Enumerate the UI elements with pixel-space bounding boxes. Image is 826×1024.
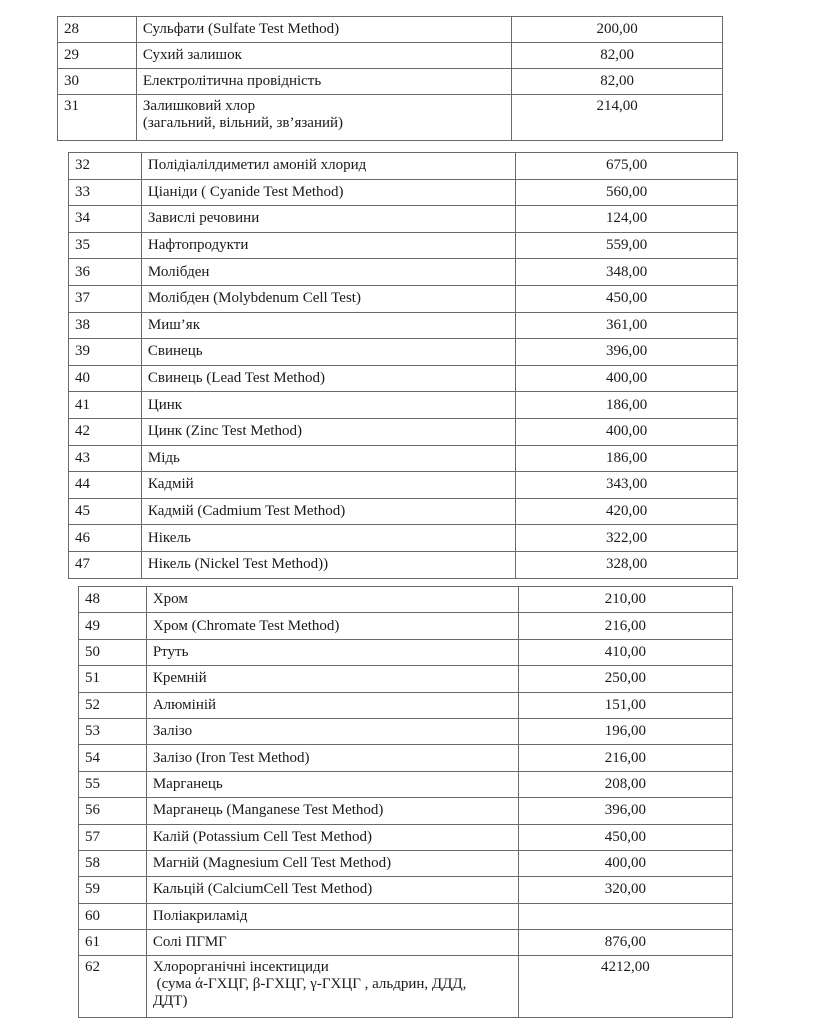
table-row [79, 666, 733, 692]
price-value: 196,00 [518, 718, 732, 744]
price-value: 361,00 [516, 312, 738, 339]
indicator-name-detail: ДДТ) [152, 993, 188, 1010]
row-number: 38 [69, 312, 142, 339]
row-number: 32 [69, 153, 142, 180]
table-row [79, 903, 733, 929]
indicator-name: Нікель [141, 525, 515, 552]
row-number: 51 [79, 666, 147, 692]
indicator-name: Солі ПГМГ [146, 930, 518, 956]
row-number: 30 [58, 69, 137, 95]
price-value: 320,00 [518, 877, 732, 903]
row-number: 60 [79, 903, 147, 929]
price-value: 214,00 [512, 95, 723, 141]
table-row [79, 613, 733, 639]
table-row [79, 956, 733, 1018]
price-value: 420,00 [516, 498, 738, 525]
price-value: 410,00 [518, 639, 732, 665]
row-number: 33 [69, 179, 142, 206]
indicator-name: Калій (Potassium Cell Test Method) [146, 824, 518, 850]
row-number: 40 [69, 365, 142, 392]
indicator-name: Цинк [141, 392, 515, 419]
price-table-part-1 [57, 16, 723, 141]
indicator-name-line: Залишковий хлор [142, 98, 256, 114]
table-row [69, 179, 738, 206]
indicator-name: Залізо [146, 718, 518, 744]
price-value: 675,00 [516, 153, 738, 180]
row-number: 62 [79, 956, 147, 1018]
price-value: 400,00 [516, 418, 738, 445]
indicator-name [136, 95, 511, 141]
row-number: 49 [79, 613, 147, 639]
price-value: 4212,00 [518, 956, 732, 1018]
indicator-name-line: Хлорорганічні інсектициди [152, 959, 329, 976]
table-row [69, 551, 738, 578]
table-row [69, 285, 738, 312]
row-number: 46 [69, 525, 142, 552]
indicator-name [146, 956, 518, 1018]
indicator-name: Кальцій (CalciumCell Test Method) [146, 877, 518, 903]
row-number: 34 [69, 206, 142, 233]
price-value: 82,00 [512, 69, 723, 95]
row-number: 31 [58, 95, 137, 141]
indicator-name-detail: (загальний, вільний, зв’язаний) [142, 115, 344, 131]
table-row [69, 498, 738, 525]
row-number: 50 [79, 639, 147, 665]
table-row [69, 312, 738, 339]
indicator-name: Марганець [146, 771, 518, 797]
row-number: 28 [58, 17, 137, 43]
price-value: 208,00 [518, 771, 732, 797]
indicator-name: Хром (Chromate Test Method) [146, 613, 518, 639]
price-value: 151,00 [518, 692, 732, 718]
row-number: 47 [69, 551, 142, 578]
indicator-name: Електролітична провідність [136, 69, 511, 95]
indicator-name: Сульфати (Sulfate Test Method) [136, 17, 511, 43]
indicator-name: Поліакриламід [146, 903, 518, 929]
row-number: 57 [79, 824, 147, 850]
price-value: 250,00 [518, 666, 732, 692]
indicator-name: Кадмій (Cadmium Test Method) [141, 498, 515, 525]
row-number: 44 [69, 472, 142, 499]
indicator-name: Молібден (Molybdenum Cell Test) [141, 285, 515, 312]
row-number: 52 [79, 692, 147, 718]
indicator-name: Цинк (Zinc Test Method) [141, 418, 515, 445]
table-row [69, 339, 738, 366]
indicator-name: Свинець (Lead Test Method) [141, 365, 515, 392]
price-table-part-2 [68, 152, 738, 579]
indicator-name: Кремній [146, 666, 518, 692]
price-value: 210,00 [518, 587, 732, 613]
indicator-name: Нафтопродукти [141, 232, 515, 259]
indicator-name: Мідь [141, 445, 515, 472]
price-value: 216,00 [518, 745, 732, 771]
row-number: 45 [69, 498, 142, 525]
indicator-name: Кадмій [141, 472, 515, 499]
table-row [69, 232, 738, 259]
table-row [79, 798, 733, 824]
indicator-name: Завислі речовини [141, 206, 515, 233]
row-number: 53 [79, 718, 147, 744]
price-value: 876,00 [518, 930, 732, 956]
price-value: 328,00 [516, 551, 738, 578]
row-number: 37 [69, 285, 142, 312]
row-number: 48 [79, 587, 147, 613]
table-row [69, 472, 738, 499]
table-row [79, 850, 733, 876]
table-row [79, 718, 733, 744]
price-value: 450,00 [516, 285, 738, 312]
price-value: 186,00 [516, 392, 738, 419]
price-value: 216,00 [518, 613, 732, 639]
row-number: 58 [79, 850, 147, 876]
row-number: 55 [79, 771, 147, 797]
table-row [79, 824, 733, 850]
price-table-part-3 [78, 586, 733, 1018]
price-value [518, 903, 732, 929]
table-row [69, 259, 738, 286]
row-number: 35 [69, 232, 142, 259]
row-number: 41 [69, 392, 142, 419]
price-value: 450,00 [518, 824, 732, 850]
price-value: 560,00 [516, 179, 738, 206]
table-row [58, 95, 723, 141]
table-row [69, 418, 738, 445]
table-row [58, 43, 723, 69]
row-number: 61 [79, 930, 147, 956]
price-value: 82,00 [512, 43, 723, 69]
indicator-name: Сухий залишок [136, 43, 511, 69]
indicator-name: Хром [146, 587, 518, 613]
row-number: 39 [69, 339, 142, 366]
table-row [58, 17, 723, 43]
indicator-name: Магній (Magnesium Cell Test Method) [146, 850, 518, 876]
table-row [79, 745, 733, 771]
price-value: 559,00 [516, 232, 738, 259]
row-number: 29 [58, 43, 137, 69]
table-row [69, 525, 738, 552]
indicator-name: Нікель (Nickel Test Method)) [141, 551, 515, 578]
table-row [79, 930, 733, 956]
price-value: 186,00 [516, 445, 738, 472]
table-row [69, 445, 738, 472]
table-row [69, 392, 738, 419]
indicator-name: Алюміній [146, 692, 518, 718]
row-number: 42 [69, 418, 142, 445]
indicator-name: Залізо (Iron Test Method) [146, 745, 518, 771]
table-row [79, 692, 733, 718]
indicator-name: Молібден [141, 259, 515, 286]
price-value: 322,00 [516, 525, 738, 552]
price-value: 200,00 [512, 17, 723, 43]
indicator-name: Марганець (Manganese Test Method) [146, 798, 518, 824]
table-row [58, 69, 723, 95]
row-number: 56 [79, 798, 147, 824]
row-number: 59 [79, 877, 147, 903]
price-value: 343,00 [516, 472, 738, 499]
row-number: 54 [79, 745, 147, 771]
indicator-name: Миш’як [141, 312, 515, 339]
indicator-name: Полідіалілдиметил амоній хлорид [141, 153, 515, 180]
price-value: 124,00 [516, 206, 738, 233]
indicator-name: Ртуть [146, 639, 518, 665]
table-row [79, 877, 733, 903]
table-row [79, 771, 733, 797]
indicator-name-detail: (сума ά-ГХЦГ, β-ГХЦГ, γ-ГХЦГ , альдрин, ДДД, [152, 976, 467, 993]
indicator-name: Свинець [141, 339, 515, 366]
row-number: 36 [69, 259, 142, 286]
row-number: 43 [69, 445, 142, 472]
table-row [69, 153, 738, 180]
price-value: 396,00 [518, 798, 732, 824]
table-row [69, 206, 738, 233]
price-value: 396,00 [516, 339, 738, 366]
table-row [69, 365, 738, 392]
table-row [79, 587, 733, 613]
indicator-name: Ціаніди ( Cyanide Test Method) [141, 179, 515, 206]
table-row [79, 639, 733, 665]
price-value: 348,00 [516, 259, 738, 286]
price-value: 400,00 [518, 850, 732, 876]
price-value: 400,00 [516, 365, 738, 392]
